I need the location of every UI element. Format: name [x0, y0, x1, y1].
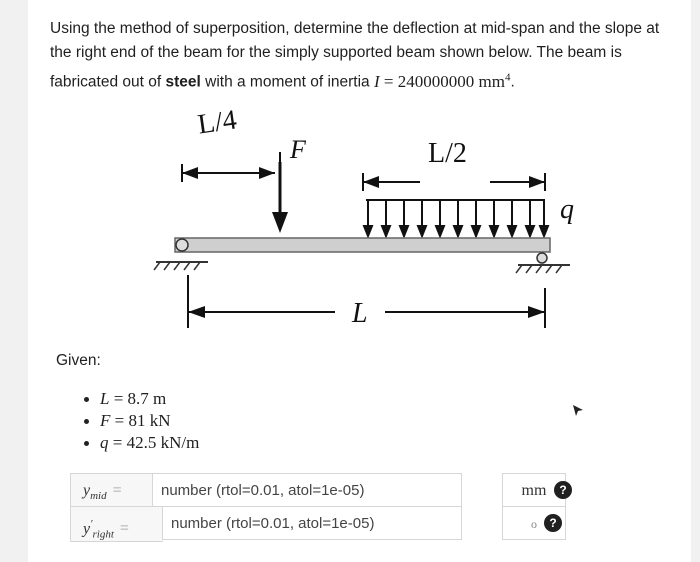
- given-item-force: F = 81 kN: [84, 410, 199, 432]
- quarter-dim-arrow-left: [182, 167, 198, 179]
- left-pin: [176, 239, 188, 251]
- ymid-input[interactable]: number (rtol=0.01, atol=1e-05): [152, 473, 462, 507]
- inertia-value: = 240000000 mm: [383, 71, 505, 91]
- force-arrow-head: [272, 212, 288, 233]
- answer-row-right-slope: [70, 506, 590, 542]
- yright-input[interactable]: number (rtol=0.01, atol=1e-05): [162, 506, 462, 540]
- right-roller: [537, 253, 547, 263]
- problem-text: Using the method of superposition, determine the deflection at mid-span and the slope at the right end of the beam for the simply supported beam shown below. The beam is fabricated out of: [50, 20, 660, 91]
- answer-row-midspan-deflection: [70, 473, 590, 509]
- quarter-dim-arrow-right: [259, 167, 275, 179]
- quarter-span-label: L/4: [195, 104, 239, 141]
- distributed-load-arrows: [364, 200, 548, 236]
- given-item-length: L = 8.7 m: [84, 388, 199, 410]
- inertia-symbol: I: [373, 71, 380, 91]
- mouse-cursor-icon: [572, 404, 584, 418]
- half-span-label: L/2: [428, 138, 467, 169]
- given-item-load: q = 42.5 kN/m: [84, 432, 199, 454]
- problem-period: .: [510, 73, 515, 91]
- problem-statement: [50, 17, 680, 95]
- distributed-load-label: q: [560, 194, 574, 225]
- answer-label-yright: $y'_{right}$ =: [70, 506, 163, 542]
- given-list: [84, 388, 199, 454]
- span-label: L: [352, 298, 368, 329]
- material-name: steel: [165, 73, 201, 91]
- inertia-expression: [374, 72, 510, 91]
- given-heading: Given:: [56, 352, 101, 369]
- ymid-help-icon[interactable]: ?: [554, 481, 572, 499]
- force-label: F: [290, 135, 306, 164]
- ymid-unit-selector[interactable]: mm: [502, 473, 566, 507]
- yright-unit-selector[interactable]: o: [502, 506, 566, 540]
- answer-label-ymid: $y_{mid}$ =: [70, 473, 153, 509]
- problem-text-2: with a moment of inertia: [200, 73, 374, 91]
- inertia-exponent: 4: [504, 71, 511, 83]
- yright-help-icon[interactable]: ?: [544, 514, 562, 532]
- beam: [175, 238, 550, 252]
- beam-diagram: [130, 100, 590, 340]
